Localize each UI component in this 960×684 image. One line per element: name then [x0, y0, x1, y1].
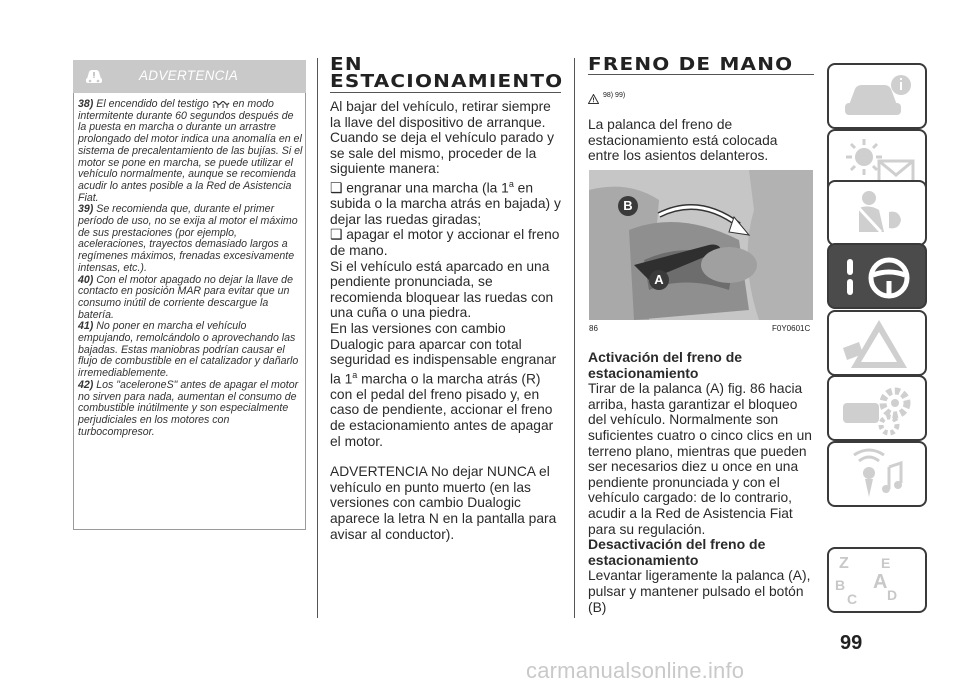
paragraph: En las versiones con cambio Dualogic para aparcar con total seguridad es indispensable engranar la 1$^a$ marcha o la marcha atrás (R) con el pedal del freno pisado y, en caso de pendiente, accionar el freno de estacionamiento antes de apagar el motor. [330, 320, 557, 449]
subheading-activacion: Activación del freno de estacionamiento [588, 349, 743, 381]
paragraph: Si el vehículo está aparcado en una pendiente pronunciada, se recomienda bloquear las ruedas con una cuña o una piedra. [330, 258, 554, 321]
checkbox-bullet-icon: ❑ [330, 180, 343, 196]
paragraph: ADVERTENCIA No dejar NUNCA el vehículo en punto muerto (en las versiones con cambio Dualogic aparece la letra N en la pantalla para avisar al conductor). [330, 464, 557, 542]
nav-multimedia[interactable] [827, 441, 927, 507]
index-letter: C [847, 591, 858, 607]
starting-driving-icon [829, 245, 929, 311]
note-41: 41) No poner en marcha el vehículo empujando, remolcándolo o aprovechando las bajadas. Estas maniobras podrían causar el flujo de combustible en el catalizador y dañarlo irremediablemente. [78, 320, 299, 380]
figure-code: F0Y0601C [772, 324, 811, 333]
paragraph: Levantar ligeramente la palanca (A), pulsar y mantener pulsado el botón (B) [588, 568, 811, 615]
note-42: 42) Los "aceleroneS" antes de apagar el motor no sirven para nada, aumentan el consumo de combustible inútilmente y son especialmente perjudiciales en los motores con turbocompresor. [78, 378, 299, 438]
figure-number: 86 [589, 324, 598, 333]
note-39: 39) Se recomienda que, durante el primer período de uso, no se exija al motor el máximo de sus prestaciones (por ejemplo, aceleraciones, trayectos demasiado largos a regímenes máximos, frenadas excesivamente intensas, etc.). [78, 203, 298, 274]
warning-header [73, 60, 306, 93]
heading-freno: FRENO DE MANO [588, 53, 794, 75]
bullet-item: ❑ engranar una marcha (la 1$^a$ en subida o la marcha atrás en bajada) y dejar las ruedas giradas; [330, 178, 561, 227]
callout-a: A [649, 270, 669, 290]
subheading-desactivacion: Desactivación del freno de estacionamiento [588, 536, 766, 568]
freno-intro: La palanca del freno de estacionamiento está colocada entre los asientos delanteros. [588, 117, 778, 164]
heading-estacionamiento: EN ESTACIONAMIENTO [330, 53, 564, 92]
multimedia-icon [829, 443, 929, 509]
column-divider-1 [317, 58, 318, 618]
safety-icon [829, 182, 929, 248]
warning-notes [78, 99, 304, 438]
callout-b: B [618, 196, 638, 216]
index-letter: A [873, 571, 888, 593]
checkbox-bullet-icon: ❑ [330, 227, 343, 243]
note-40: 40) Con el motor apagado no dejar la llave de contacto en posición MAR para evitar que un consumo inútil de corriente descargue la batería. [78, 273, 293, 321]
nav-starting-driving[interactable] [827, 243, 927, 309]
bullet-item: ❑ apagar el motor y accionar el freno de mano. [330, 227, 560, 258]
maintenance-icon [829, 377, 929, 443]
index-letter: B [835, 577, 846, 593]
handbrake-figure [589, 170, 813, 320]
nav-maintenance[interactable] [827, 375, 927, 441]
column-divider-2 [574, 58, 575, 618]
car-info-icon [829, 65, 929, 131]
freno-body [588, 350, 814, 615]
paragraph: Cuando se deja el vehículo parado y se sale del mismo, proceder de la siguiente manera: [330, 130, 554, 177]
warning-triangle-icon [588, 94, 599, 104]
warning-refs: 98) 99) [588, 92, 628, 106]
index-letter: D [887, 587, 898, 603]
glow-plug-icon [212, 100, 230, 109]
heading-rule [588, 74, 814, 75]
emergency-icon [829, 312, 929, 378]
nav-car-info[interactable] [827, 63, 927, 129]
paragraph: Al bajar del vehículo, retirar siempre la llave del dispositivo de arranque. [330, 99, 551, 130]
handbrake-illustration [589, 170, 813, 320]
warning-title: ADVERTENCIA [139, 68, 239, 83]
page-number: 99 [840, 632, 863, 654]
warning-car-icon [83, 66, 105, 86]
heading-rule [330, 92, 561, 93]
nav-safety[interactable] [827, 180, 927, 246]
note-38: 38) El encendido del testigo en modo intermitente durante 60 segundos después de la puesta en marcha o durante un arrastre prolongado del motor indica una anomalía en el sistema de precalentamiento de las bujías. Si el motor se pone en marcha, se puede utilizar el vehículo normalmente, aunque se recomienda acudir lo antes posible a la Red de Asistencia Fiat. [78, 98, 303, 204]
estacionamiento-body [330, 99, 562, 542]
nav-emergency[interactable] [827, 310, 927, 376]
nav-index[interactable] [827, 547, 927, 613]
index-letter: E [881, 555, 891, 571]
index-letter: Z [839, 555, 849, 572]
watermark: carmanualsonline.info [526, 658, 745, 683]
paragraph: Tirar de la palanca (A) fig. 86 hacia arriba, hasta garantizar el bloqueo del vehículo. Normalmente son suficientes cuatro o cinco clics en un terreno plano, mientras que pueden ser necesarios diez u once en una pendiente pronunciada y con el vehículo cargado: de lo contrario, acudir a la Red de Asistencia Fiat para su regulación. [588, 381, 812, 537]
